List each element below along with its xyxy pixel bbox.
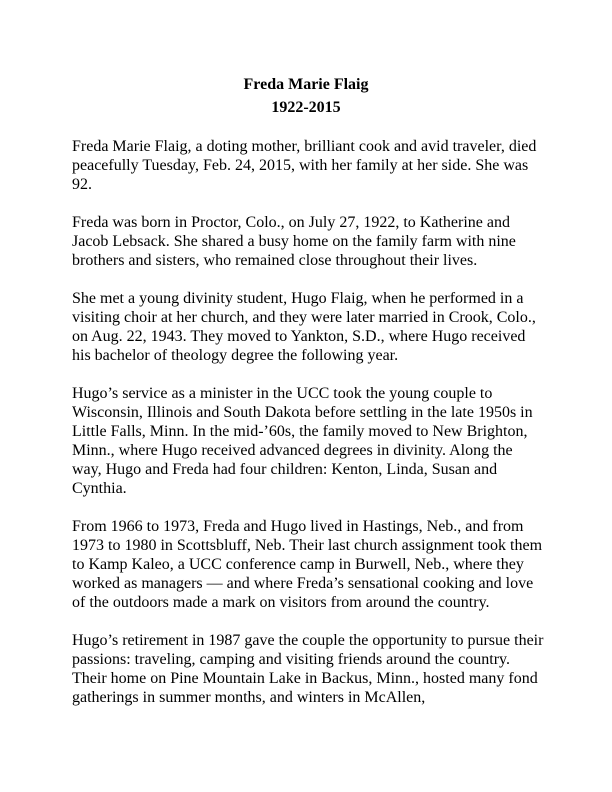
obituary-header — [0, 73, 612, 119]
obituary-years: 1922-2015 — [271, 99, 341, 116]
obituary-body — [72, 137, 544, 726]
paragraph: From 1966 to 1973, Freda and Hugo lived in Hastings, Neb., and from 1973 to 1980 in Scottsbluff, Neb. Their last church assignment took them to Kamp Kaleo, a UCC conference camp in Burwell, Neb., where they worked as managers — and where Freda’s sensational cooking and love of the outdoors made a mark on visitors from around the country. — [72, 518, 543, 611]
obituary-title: Freda Marie Flaig — [243, 76, 369, 93]
paragraph: Freda was born in Proctor, Colo., on July 27, 1922, to Katherine and Jacob Lebsack. She shared a busy home on the family farm with nine brothers and sisters, who remained close throughout their lives. — [72, 214, 516, 269]
paragraph: She met a young divinity student, Hugo Flaig, when he performed in a visiting choir at her church, and they were later married in Crook, Colo., on Aug. 22, 1943. They moved to Yankton, S.D., where Hugo received his bachelor of theology degree the following year. — [72, 290, 536, 364]
paragraph: Hugo’s service as a minister in the UCC took the young couple to Wisconsin, Illinois and South Dakota before settling in the late 1950s in Little Falls, Minn. In the mid-’60s, the family moved to New Brighton, Minn., where Hugo received advanced degrees in divinity. Along the way, Hugo and Freda had four children: Kenton, Linda, Susan and Cynthia. — [72, 385, 533, 497]
paragraph: Hugo’s retirement in 1987 gave the couple the opportunity to pursue their passions: traveling, camping and visiting friends around the country. Their home on Pine Mountain Lake in Backus, Minn., hosted many fond gatherings in summer months, and winters in McAllen, — [72, 632, 544, 706]
paragraph: Freda Marie Flaig, a doting mother, brilliant cook and avid traveler, died peacefully Tuesday, Feb. 24, 2015, with her family at her side. She was 92. — [72, 138, 537, 193]
